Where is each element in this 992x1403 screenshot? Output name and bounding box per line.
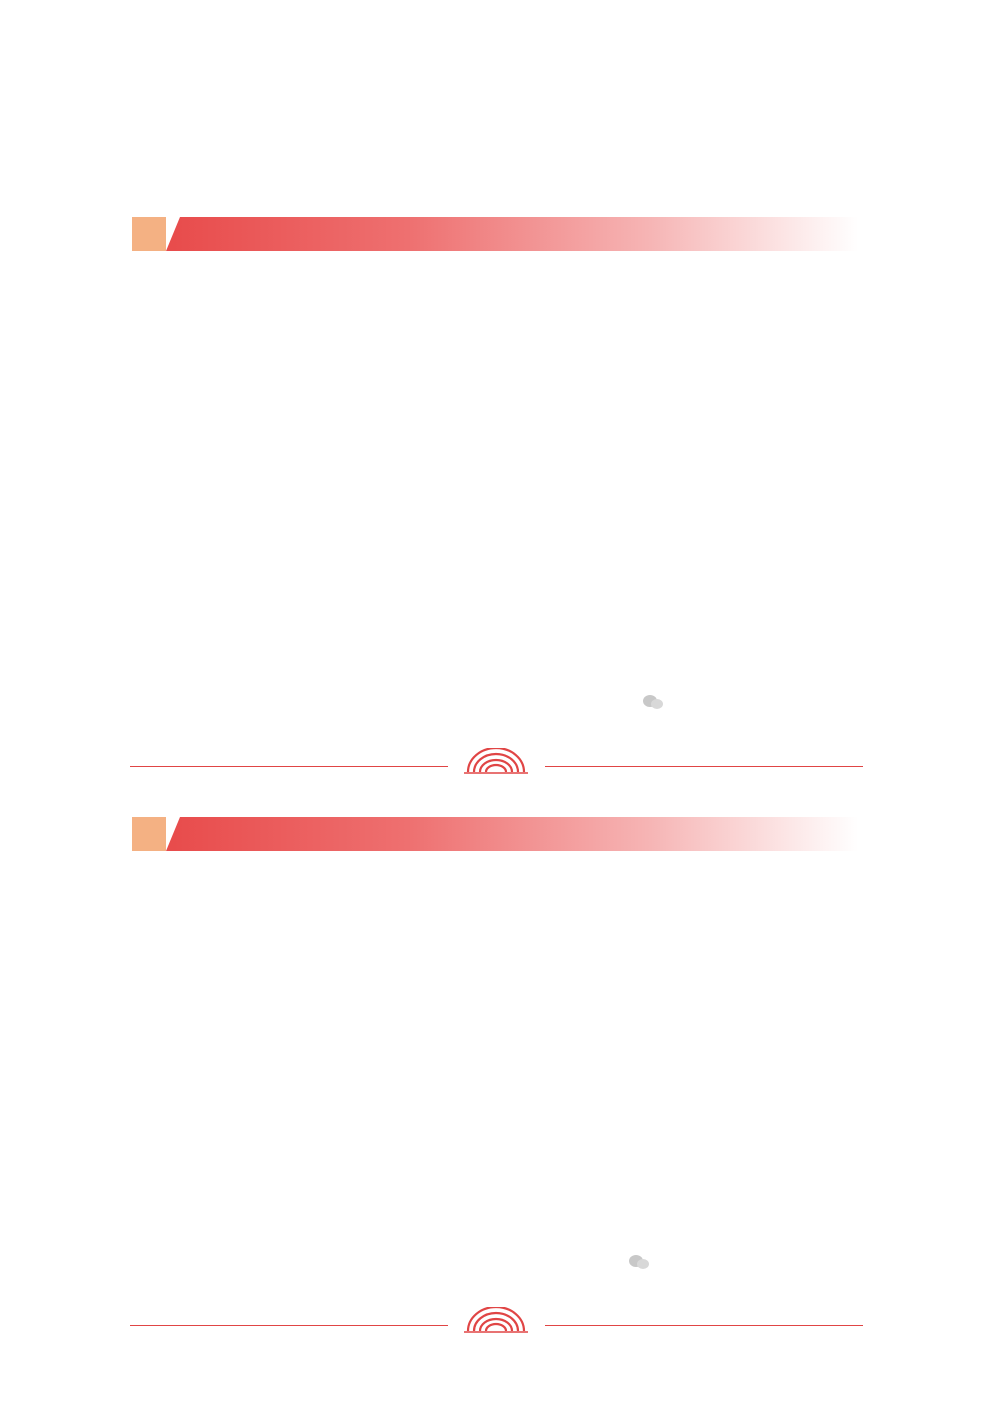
section-divider	[130, 1307, 863, 1347]
watermark	[628, 1254, 654, 1272]
cnf-premium-table	[138, 1130, 856, 1172]
cloud-ornament-icon	[464, 1307, 528, 1333]
fx-table	[138, 515, 857, 541]
spot-basis-table	[138, 869, 856, 893]
section-number	[132, 817, 166, 851]
wechat-icon	[628, 1254, 650, 1270]
watermark	[642, 694, 668, 712]
section-header-spot	[132, 817, 858, 851]
section-number	[132, 217, 166, 251]
article-meta	[288, 151, 308, 169]
overnight-futures-table	[138, 268, 857, 294]
section-divider	[130, 748, 863, 788]
wechat-icon	[642, 694, 664, 710]
cloud-ornament-icon	[464, 748, 528, 774]
section-header-overnight	[132, 217, 858, 251]
